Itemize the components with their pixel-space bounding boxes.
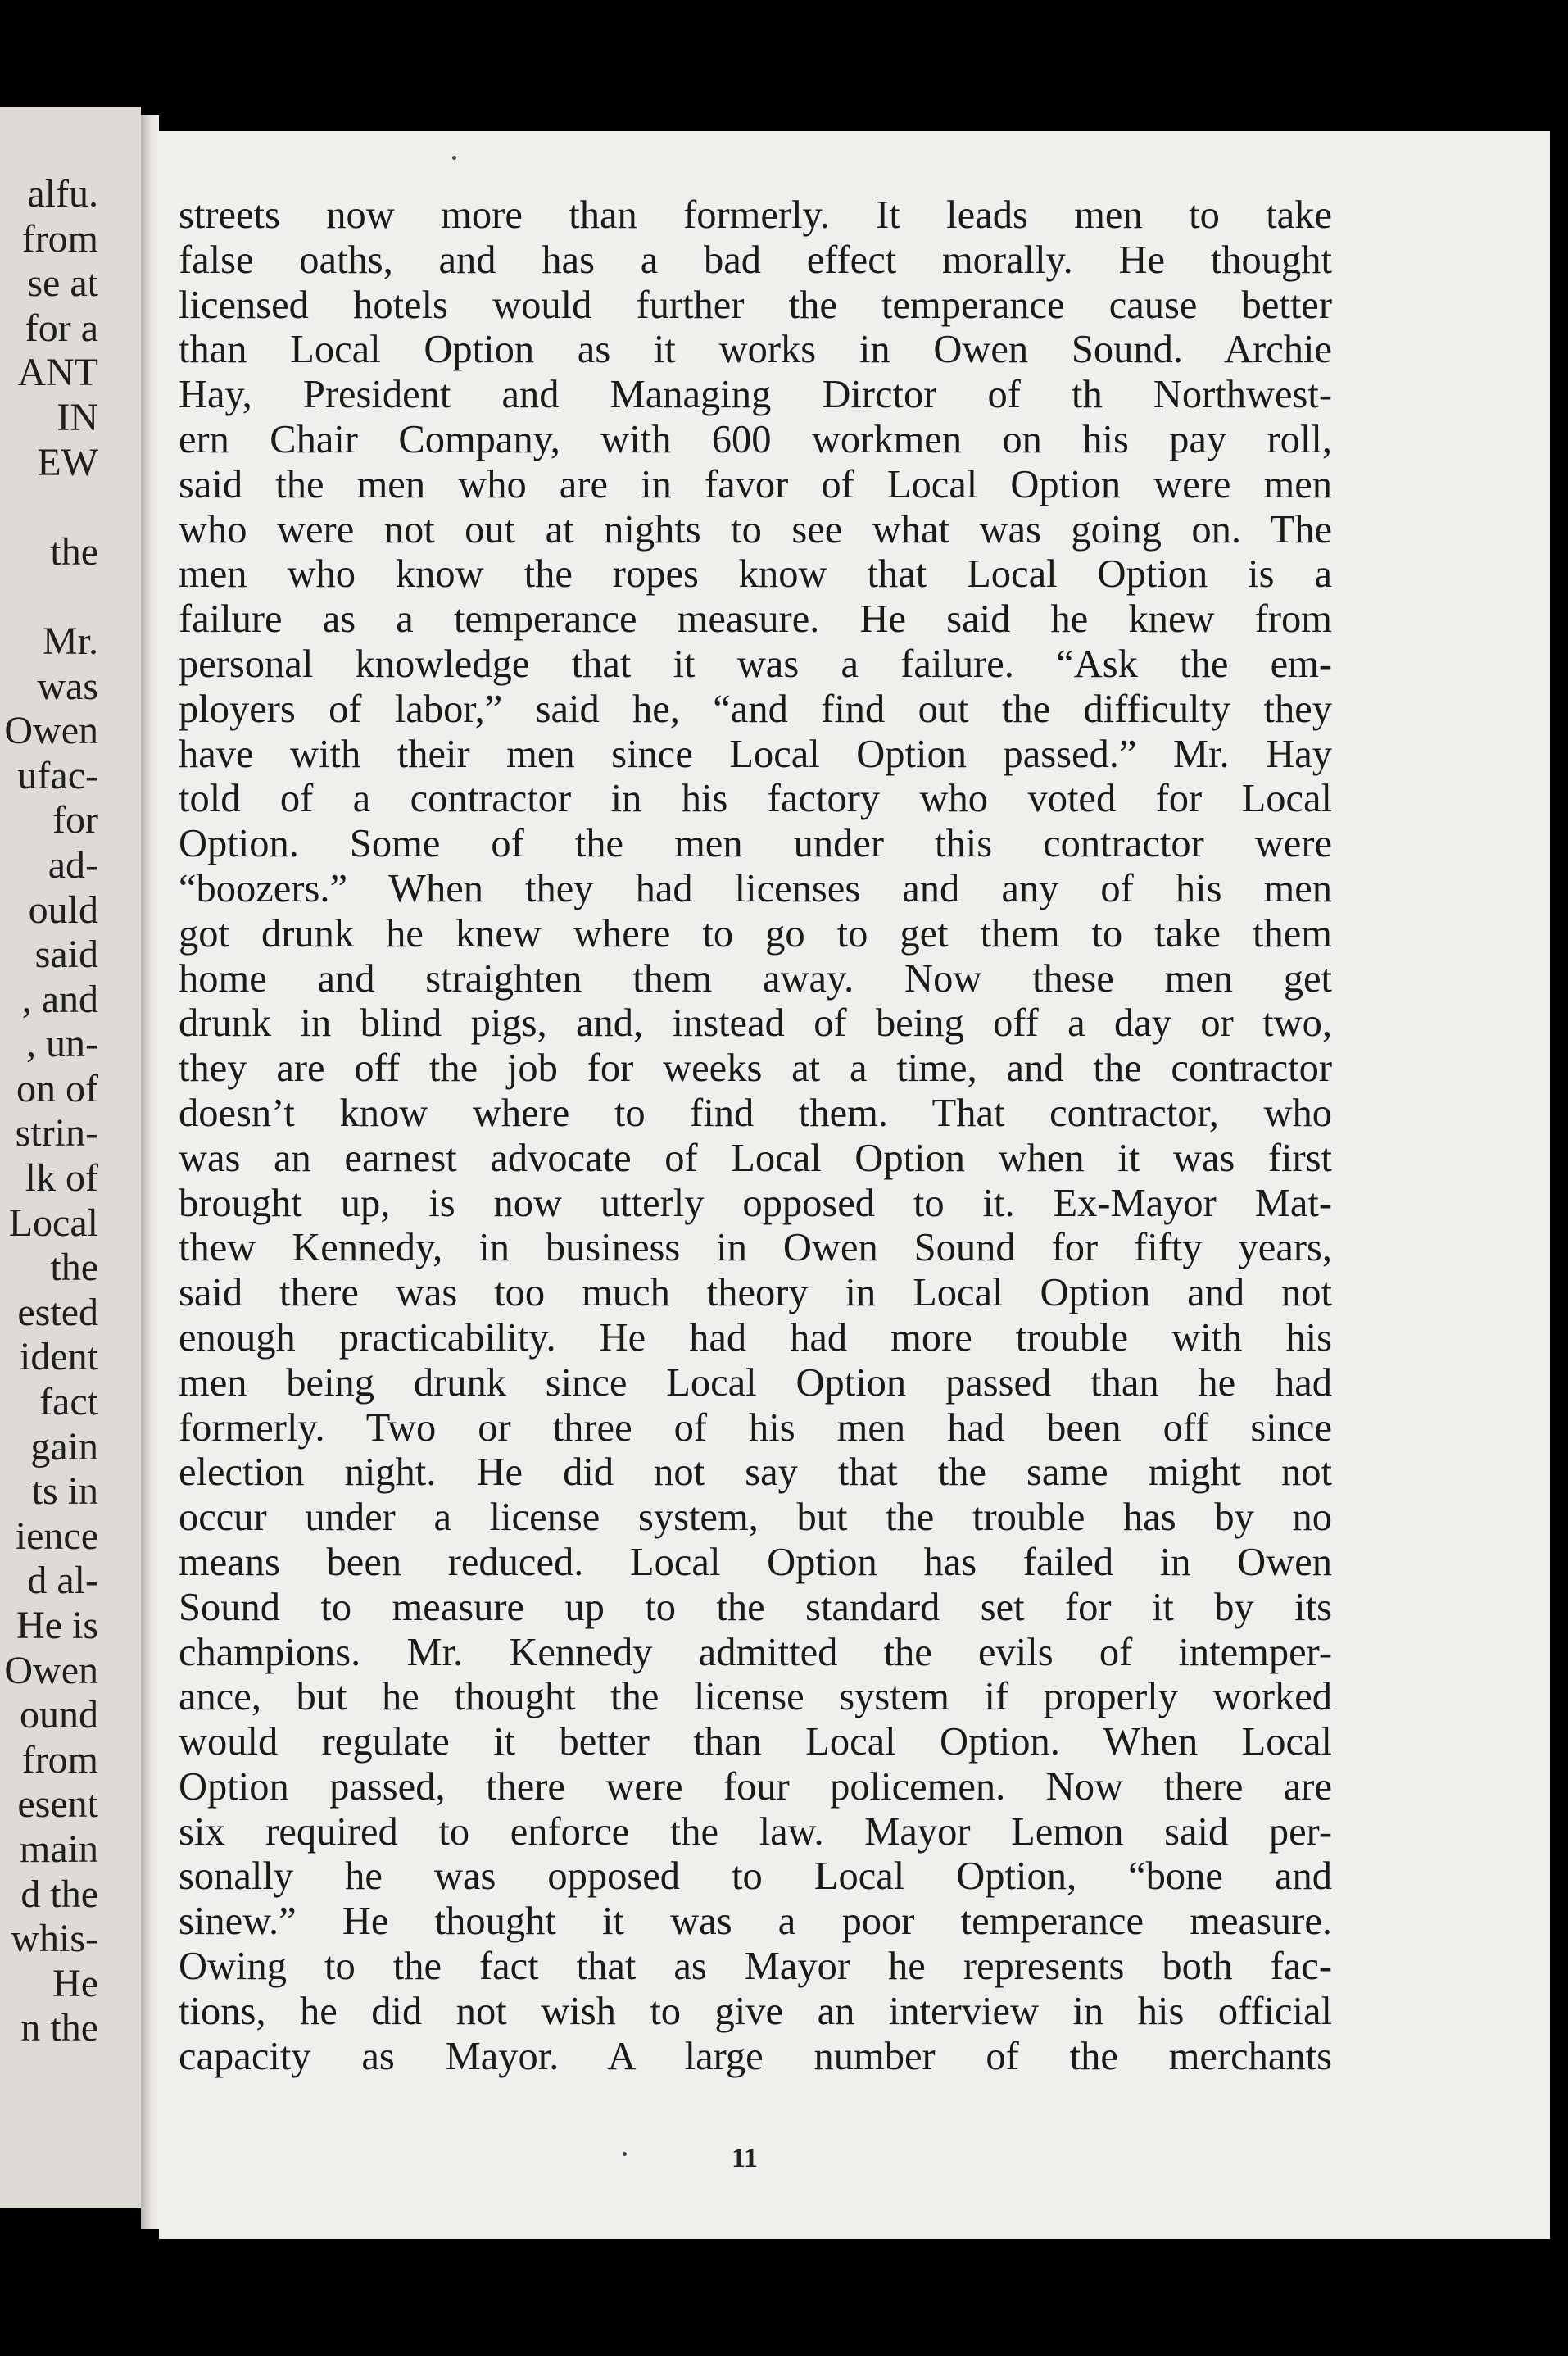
left-page-line: ANT xyxy=(17,351,98,395)
left-page-line: Mr. xyxy=(42,619,98,663)
left-page-line: said xyxy=(34,933,98,977)
left-page-line: ested xyxy=(17,1290,98,1334)
body-line: than Local Option as it works in Owen Sound. Archie xyxy=(179,328,1332,372)
left-page-line: d the xyxy=(20,1872,98,1916)
left-page-line: from xyxy=(21,216,98,261)
left-page-line: ound xyxy=(20,1693,98,1737)
body-line: streets now more than formerly. It leads men to take xyxy=(179,193,1332,237)
left-page-line: He is xyxy=(16,1604,98,1647)
body-line: thew Kennedy, in business in Owen Sound for fifty years, xyxy=(179,1226,1332,1270)
body-line: champions. Mr. Kennedy admitted the evils of intemper- xyxy=(179,1630,1332,1674)
body-line: home and straighten them away. Now these men get xyxy=(179,956,1332,1001)
left-page-line: d al- xyxy=(27,1559,98,1603)
left-page-line: ad- xyxy=(48,842,98,887)
left-page-edge xyxy=(0,107,141,2208)
left-page-line: strin- xyxy=(15,1111,98,1155)
left-page-line: se at xyxy=(27,261,98,306)
left-page-line: ufac- xyxy=(17,753,98,797)
body-line: men being drunk since Local Option passed than he had xyxy=(179,1360,1332,1405)
left-page-line: for xyxy=(52,798,98,842)
left-page-line: from xyxy=(21,1737,98,1782)
left-page-line: the xyxy=(50,529,98,574)
body-line: sonally he was opposed to Local Option, “bone and xyxy=(179,1854,1332,1899)
left-page-line: for a xyxy=(25,306,98,350)
body-line: got drunk he knew where to go to get them to take them xyxy=(179,911,1332,956)
left-page-line: was xyxy=(37,664,98,708)
body-line: ern Chair Company, with 600 workmen on his pay roll, xyxy=(179,417,1332,461)
left-page-line: IN xyxy=(57,395,98,439)
left-page-line: the xyxy=(50,1246,98,1290)
body-line: failure as a temperance measure. He said he knew from xyxy=(179,597,1332,642)
body-line: they are off the job for weeks at a time, and the contractor xyxy=(179,1046,1332,1091)
body-line: ance, but he thought the license system if properly worked xyxy=(179,1675,1332,1719)
left-page-line: lk of xyxy=(25,1156,98,1201)
body-line: capacity as Mayor. A large number of the merchants xyxy=(179,2034,1332,2078)
body-line: enough practicability. He had had more trouble with his xyxy=(179,1315,1332,1360)
body-line: Option. Some of the men under this contractor were xyxy=(179,822,1332,866)
body-line: would regulate it better than Local Option. When Local xyxy=(179,1720,1332,1764)
left-page-line: ts in xyxy=(31,1469,98,1514)
right-page xyxy=(159,131,1550,2239)
left-page-line: alfu. xyxy=(27,172,98,216)
body-line: personal knowledge that it was a failure. “Ask the em- xyxy=(179,642,1332,686)
body-line: occur under a license system, but the trouble has by no xyxy=(179,1496,1332,1540)
left-page-line: esent xyxy=(17,1782,98,1827)
body-line: six required to enforce the law. Mayor Lemon said per- xyxy=(179,1809,1332,1854)
left-page-line: He xyxy=(52,1961,98,2005)
left-page-line: n the xyxy=(20,2006,98,2050)
left-page-line xyxy=(4,574,98,620)
left-page-line: ident xyxy=(20,1335,98,1379)
body-line: means been reduced. Local Option has failed in Owen xyxy=(179,1540,1332,1584)
body-line: doesn’t know where to find them. That contractor, who xyxy=(179,1091,1332,1135)
body-line: have with their men since Local Option passed.” Mr. Hay xyxy=(179,732,1332,776)
body-line: formerly. Two or three of his men had been off since xyxy=(179,1405,1332,1450)
left-page-line: on of xyxy=(16,1066,98,1110)
body-line: brought up, is now utterly opposed to it. Ex-Mayor Mat- xyxy=(179,1181,1332,1225)
body-line: Option passed, there were four policemen. Now there are xyxy=(179,1764,1332,1809)
body-line: “boozers.” When they had licenses and any of his men xyxy=(179,866,1332,910)
left-page-line: fact xyxy=(39,1380,98,1424)
left-page-line: ience xyxy=(15,1514,98,1558)
body-line: drunk in blind pigs, and, instead of being off a day or two, xyxy=(179,1001,1332,1046)
speck-mark xyxy=(452,156,456,160)
left-page-line: main xyxy=(20,1827,98,1871)
left-page-line xyxy=(4,485,98,530)
body-line: Sound to measure up to the standard set for it by its xyxy=(179,1585,1332,1629)
left-page-line: Owen xyxy=(4,709,98,753)
body-line: who were not out at nights to see what was going on. The xyxy=(179,507,1332,552)
body-line: sinew.” He thought it was a poor temperance measure. xyxy=(179,1900,1332,1944)
body-line: said the men who are in favor of Local Option were men xyxy=(179,462,1332,506)
left-page-line: ould xyxy=(28,887,98,932)
body-line: ployers of labor,” said he, “and find out the difficulty they xyxy=(179,687,1332,731)
body-line: men who know the ropes know that Local Option is a xyxy=(179,552,1332,597)
body-line: Owing to the fact that as Mayor he represents both fac- xyxy=(179,1945,1332,1989)
book-gutter xyxy=(141,115,159,2229)
body-line: Hay, President and Managing Dirctor of th Northwest- xyxy=(179,373,1332,417)
body-line: false oaths, and has a bad effect morally. He thought xyxy=(179,238,1332,282)
body-text xyxy=(179,193,1332,2079)
page-number: 11 xyxy=(731,2143,759,2173)
left-page-line: , un- xyxy=(26,1022,98,1066)
body-line: election night. He did not say that the same might not xyxy=(179,1450,1332,1495)
left-page-line: EW xyxy=(37,440,98,484)
body-line: said there was too much theory in Local Option and not xyxy=(179,1271,1332,1315)
left-page-line: Local xyxy=(8,1201,98,1245)
body-line: licensed hotels would further the temperance cause better xyxy=(179,283,1332,327)
body-line: was an earnest advocate of Local Option when it was first xyxy=(179,1136,1332,1180)
left-page-line: Owen xyxy=(4,1648,98,1692)
body-line: told of a contractor in his factory who voted for Local xyxy=(179,777,1332,821)
left-page-text-fragments xyxy=(4,172,98,2051)
left-page-line: gain xyxy=(30,1424,98,1469)
left-page-line: , and xyxy=(21,977,98,1021)
left-page-line: whis- xyxy=(11,1917,98,1961)
body-line: tions, he did not wish to give an interview in his official xyxy=(179,1989,1332,2033)
